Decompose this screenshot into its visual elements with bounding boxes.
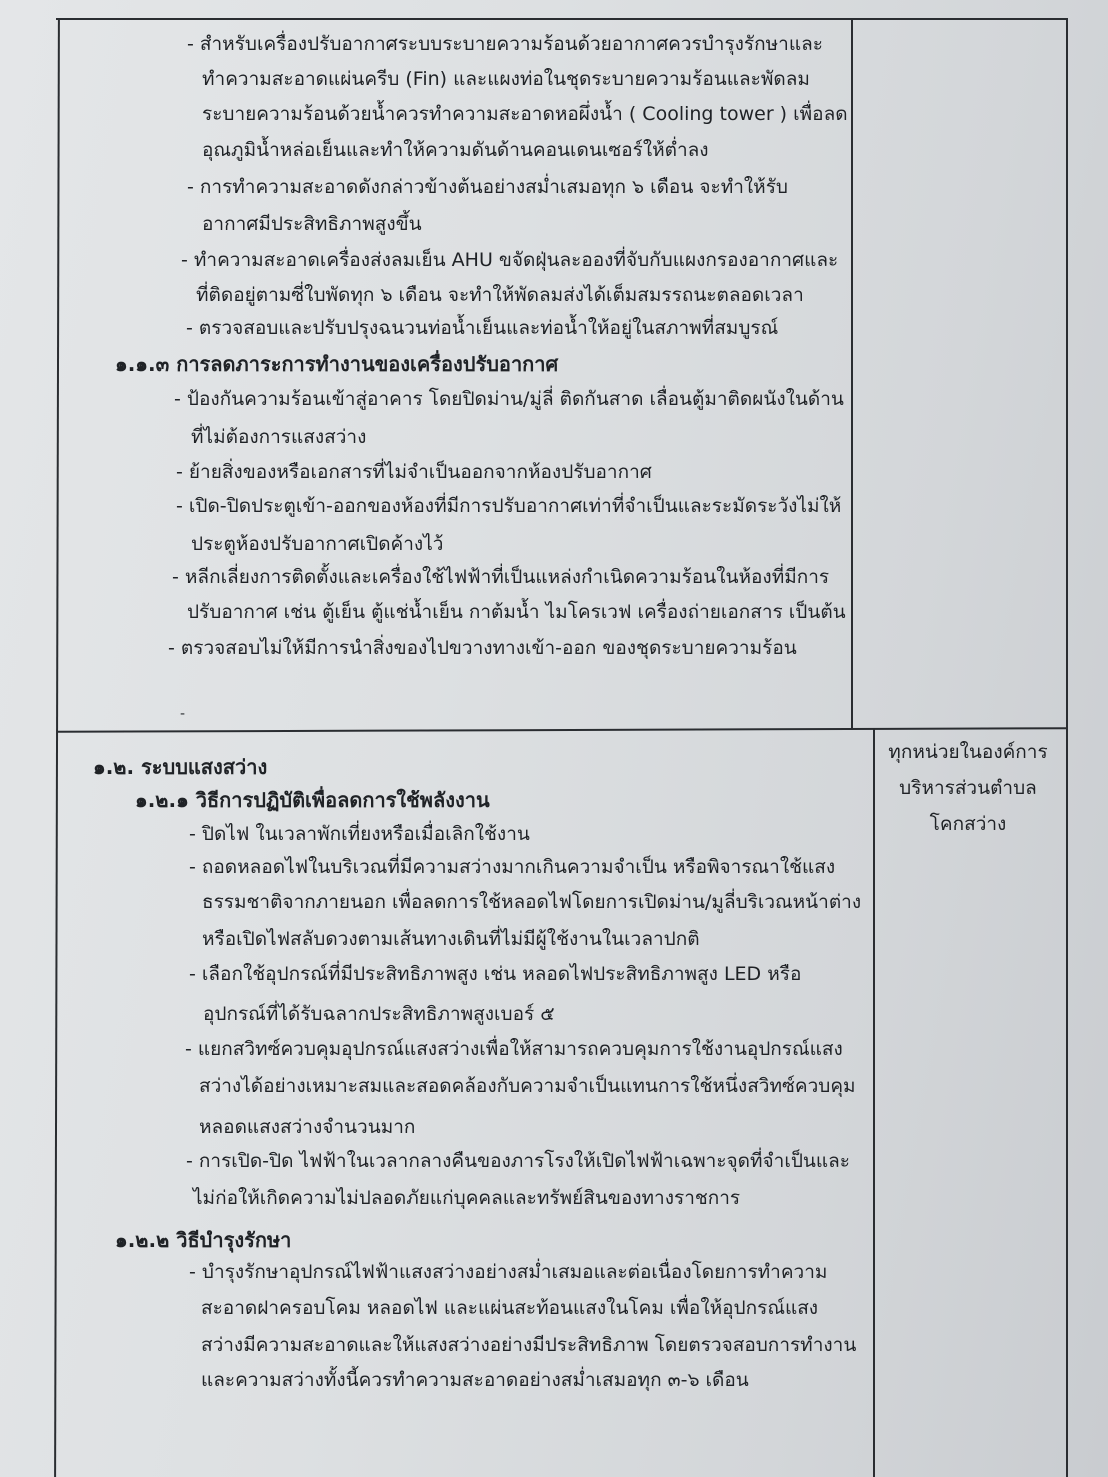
bullet-line: - ตรวจสอบไม่ให้มีการนำสิ่งของไปขวางทางเข้า-ออก ของชุดระบายความร้อน	[168, 637, 797, 659]
bullet-line: - สำหรับเครื่องปรับอากาศระบบระบายความร้อนด้วยอากาศควรบำรุงรักษาและ	[187, 33, 823, 55]
bullet-line: - ป้องกันความร้อนเข้าสู่อาคาร โดยปิดม่าน/มู่ลี่ ติดกันสาด เลื่อนตู้มาติดผนังในด้าน	[174, 388, 844, 410]
table-row-divider	[58, 727, 1068, 733]
bullet-line: และความสว่างทั้งนี้ควรทำความสะอาดอย่างสม่ำเสมอทุก ๓-๖ เดือน	[201, 1369, 749, 1391]
bullet-line: สะอาดฝาครอบโคม หลอดไฟ และแผ่นสะท้อนแสงในโคม เพื่อให้อุปกรณ์แสง	[201, 1297, 819, 1319]
bullet-line: สว่างมีความสะอาดและให้แสงสว่างอย่างมีประสิทธิภาพ โดยตรวจสอบการทำงาน	[201, 1334, 857, 1356]
section-heading: ๑.๒. ระบบแสงสว่าง	[93, 755, 268, 779]
bullet-line: ประตูห้องปรับอากาศเปิดค้างไว้	[191, 533, 444, 555]
bullet-line: ที่ติดอยู่ตามซี่ใบพัดทุก ๖ เดือน จะทำให้พัดลมส่งได้เต็มสมรรถนะตลอดเวลา	[196, 284, 804, 306]
bullet-line: - เลือกใช้อุปกรณ์ที่มีประสิทธิภาพสูง เช่น หลอดไฟประสิทธิภาพสูง LED หรือ	[189, 963, 802, 985]
responsible-unit: บริหารส่วนตำบล	[899, 777, 1037, 799]
stray-mark: -	[180, 706, 186, 722]
subsection-heading: ๑.๒.๒ วิธีบำรุงรักษา	[115, 1228, 292, 1252]
table-column-divider-lower	[873, 728, 875, 1477]
bullet-line: - แยกสวิทซ์ควบคุมอุปกรณ์แสงสว่างเพื่อให้สามารถควบคุมการใช้งานอุปกรณ์แสง	[185, 1038, 843, 1060]
bullet-line: - ย้ายสิ่งของหรือเอกสารที่ไม่จำเป็นออกจากห้องปรับอากาศ	[176, 461, 652, 483]
subsection-heading: ๑.๒.๑ วิธีการปฏิบัติเพื่อลดการใช้พลังงาน	[135, 788, 490, 812]
bullet-line: ที่ไม่ต้องการแสงสว่าง	[191, 426, 367, 448]
bullet-line: - ตรวจสอบและปรับปรุงฉนวนท่อน้ำเย็นและท่อน้ำให้อยู่ในสภาพที่สมบูรณ์	[186, 317, 779, 339]
bullet-line: อุปกรณ์ที่ได้รับฉลากประสิทธิภาพสูงเบอร์ ๕	[203, 1003, 555, 1025]
bullet-line: ทำความสะอาดแผ่นครีบ (Fin) และแผงท่อในชุดระบายความร้อนและพัดลม	[202, 68, 810, 90]
bullet-line: - ปิดไฟ ในเวลาพักเที่ยงหรือเมื่อเลิกใช้งาน	[189, 823, 530, 845]
bullet-line: สว่างได้อย่างเหมาะสมและสอดคล้องกับความจำเป็นแทนการใช้หนึ่งสวิทซ์ควบคุม	[199, 1075, 856, 1097]
bullet-line: - เปิด-ปิดประตูเข้า-ออกของห้องที่มีการปรับอากาศเท่าที่จำเป็นและระมัดระวังไม่ให้	[176, 495, 842, 517]
bullet-line: ธรรมชาติจากภายนอก เพื่อลดการใช้หลอดไฟโดยการเปิดม่าน/มูลี่บริเวณหน้าต่าง	[202, 891, 862, 913]
responsible-unit: โคกสว่าง	[929, 813, 1007, 835]
bullet-line: - การเปิด-ปิด ไฟฟ้าในเวลากลางคืนของภารโรงให้เปิดไฟฟ้าเฉพาะจุดที่จำเป็นและ	[186, 1150, 850, 1172]
responsible-unit: ทุกหน่วยในองค์การ	[888, 741, 1048, 763]
table-top-border	[56, 18, 1068, 20]
bullet-line: - บำรุงรักษาอุปกรณ์ไฟฟ้าแสงสว่างอย่างสม่ำเสมอและต่อเนื่องโดยการทำความ	[189, 1261, 828, 1283]
table-column-divider	[851, 18, 853, 730]
bullet-line: ระบายความร้อนด้วยน้ำควรทำความสะอาดหอผึ่งน้ำ ( Cooling tower ) เพื่อลด	[202, 103, 848, 125]
bullet-line: อุณภูมิน้ำหล่อเย็นและทำให้ความดันด้านคอนเดนเซอร์ให้ต่ำลง	[202, 139, 709, 161]
section-heading: ๑.๑.๓ การลดภาระการทำงานของเครื่องปรับอากาศ	[115, 352, 559, 376]
bullet-line: - ทำความสะอาดเครื่องส่งลมเย็น AHU ขจัดฝุ่นละอองที่จับกับแผงกรองอากาศและ	[181, 249, 839, 271]
bullet-line: ปรับอากาศ เช่น ตู้เย็น ตู้แช่น้ำเย็น กาต้มน้ำ ไมโครเวฟ เครื่องถ่ายเอกสาร เป็นต้น	[187, 601, 846, 623]
bullet-line: - หลีกเลี่ยงการติดตั้งและเครื่องใช้ไฟฟ้าที่เป็นแหล่งกำเนิดความร้อนในห้องที่มีการ	[172, 566, 830, 588]
bullet-line: หลอดแสงสว่างจำนวนมาก	[199, 1116, 416, 1138]
bullet-line: - ถอดหลอดไฟในบริเวณที่มีความสว่างมากเกินความจำเป็น หรือพิจารณาใช้แสง	[189, 856, 836, 878]
table-left-border	[54, 18, 60, 1477]
bullet-line: ไม่ก่อให้เกิดความไม่ปลอดภัยแก่บุคคลและทรัพย์สินของทางราชการ	[193, 1187, 741, 1209]
bullet-line: - การทำความสะอาดดังกล่าวข้างต้นอย่างสม่ำเสมอทุก ๖ เดือน จะทำให้รับ	[187, 176, 788, 198]
bullet-line: อากาศมีประสิทธิภาพสูงขึ้น	[202, 213, 422, 235]
bullet-line: หรือเปิดไฟสลับดวงตามเส้นทางเดินที่ไม่มีผู้ใช้งานในเวลาปกติ	[202, 928, 700, 950]
